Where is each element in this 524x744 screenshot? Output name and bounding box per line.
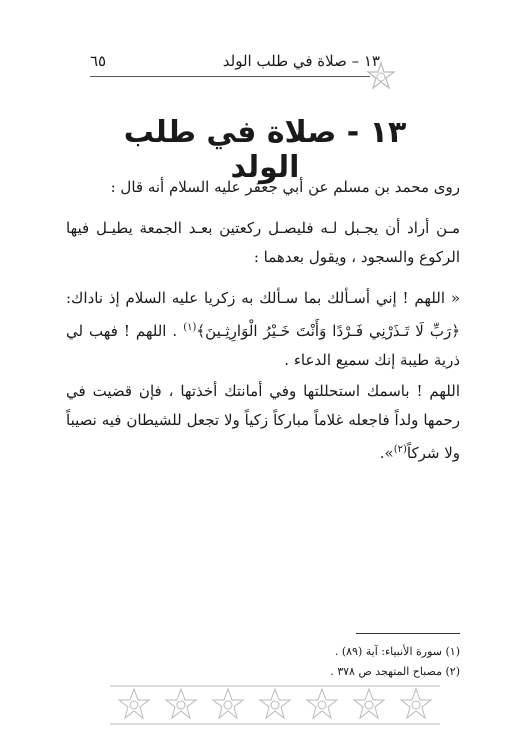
paragraph-narration: روى محمد بن مسلم عن أبي جعفر عليه السلام أنه قال : — [110, 178, 460, 196]
supplication-text: « اللهم ! إني أسـألك بما سـألك به زكريا عليه السلام إذ ناداك: ﴿رَبِّ لَا تَـذَرْنِي فَـرْدًا وَأَنْتَ خَـيْرُ الْوَارِثِـينَ﴾ — [66, 289, 460, 340]
footnote-2: (٢) مصباح المتهجد ص ٣٧٨ . — [330, 665, 460, 678]
footnotes — [200, 642, 460, 682]
footnote-ref-2: (٢) — [393, 444, 407, 455]
supplication-text: اللهم ! باسمك استحللتها وفي أمانتك أخذتها ، فإن قضيت في رحمها ولداً فاجعله غلاماً مباركاً زكياً ولا تجعل للشيطان فيه نصيباً ولا شركاً — [66, 382, 460, 462]
supplication-text-cont: . اللهم ! فهب لي ذرية طيبة إنك سميع الدعاء . — [66, 322, 460, 369]
paragraph-instruction: مـن أراد أن يجـبل لـه فليصـل ركعتين بعـد الجمعة يطيـل فيها الركوع والسجود ، ويقول بعدهما : — [66, 219, 460, 266]
paragraph-supplication-1 — [66, 284, 460, 375]
footnote-ref-1: (١) — [183, 322, 197, 333]
running-title: ١٣ – صلاة في طلب الولد — [222, 52, 380, 70]
decorative-footer-pattern-icon — [110, 684, 440, 726]
star-ornament-icon — [366, 62, 396, 92]
chapter-title: ١٣ - صلاة في طلب الولد — [123, 115, 407, 185]
footnote-1: (١) سورة الأنبياء: آية (٨٩) . — [334, 645, 460, 658]
footnote-rule — [356, 633, 460, 634]
supplication-close: ». — [379, 444, 394, 462]
paragraph-supplication-2 — [66, 377, 460, 468]
page-number: ٦٥ — [90, 52, 107, 70]
page-header — [90, 50, 380, 72]
header-rule — [90, 76, 370, 77]
